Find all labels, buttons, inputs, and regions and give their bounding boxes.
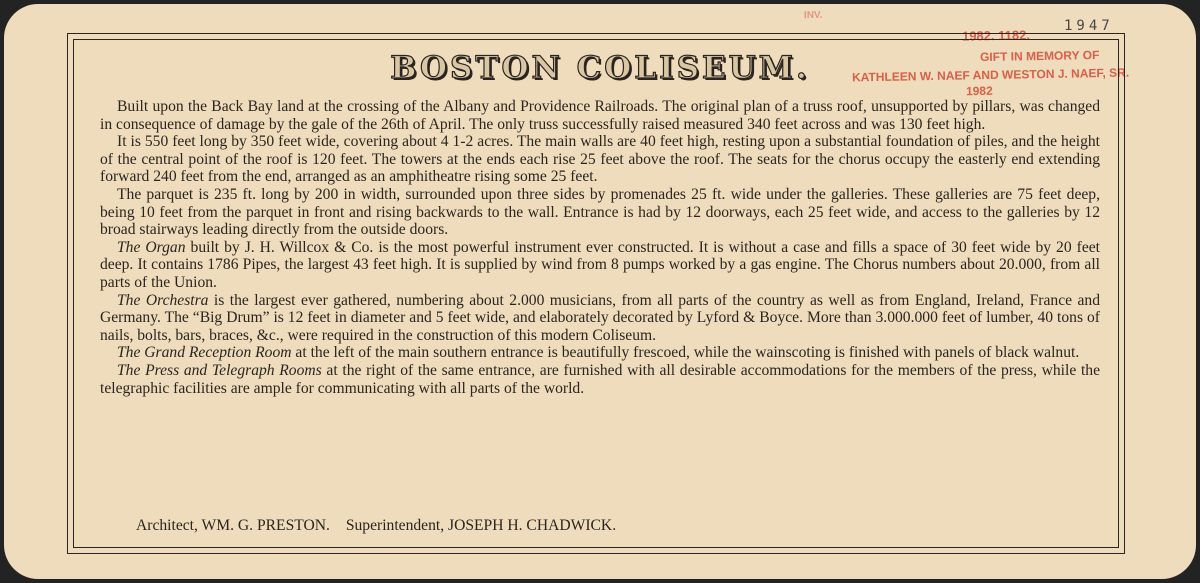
card-title: BOSTON COLISEUM. <box>390 50 810 86</box>
superintendent-credit: Superintendent, JOSEPH H. CHADWICK. <box>345 517 617 534</box>
paragraph: It is 550 feet long by 350 feet wide, covering about 4 1-2 acres. The main walls are 40 feet high, resting upon a substantial foundation of piles, and the height of the central point of the roof is 120 feet. The towers at the ends each rise 25 feet above the roof. The seats for the chorus occupy the easterly end extending forward 240 feet from the end, arranged as an amphitheatre rising some 25 feet. <box>100 133 1100 186</box>
paragraph: The Press and Telegraph Rooms at the right of the same entrance, are furnished with all desirable accommodations for the members of the press, while the telegraphic facilities are ample for communicating with all parts of the world. <box>100 361 1100 397</box>
stereograph-card-back <box>4 4 1196 579</box>
accession-number: 1947 <box>1064 18 1114 34</box>
stamp-year: 1982 <box>965 83 993 99</box>
stamp-gift-line: GIFT IN MEMORY OF <box>979 47 1100 65</box>
faint-inventory-mark: INV. <box>803 9 823 22</box>
paragraph: Built upon the Back Bay land at the crossing of the Albany and Providence Railroads. The original plan of a truss roof, unsupported by pillars, was changed in consequence of damage by the gale of the 26th of April. The only truss successfully raised measured 340 feet across and was 130 feet high. <box>100 98 1100 133</box>
paragraph: The parquet is 235 ft. long by 200 in width, surrounded upon three sides by promenades 25 ft. wide under the galleries. These galleries are 75 feet deep, being 10 feet from the parquet in front and rising backwards to the wall. Entrance is had by 12 doorways, each 25 feet wide, and access to the galleries by 12 broad stairways leading directly from the outside doors. <box>100 185 1100 239</box>
stamp-accession: 1982. 1182. <box>961 27 1031 44</box>
credits-line <box>136 517 628 535</box>
stamp-donor-line: KATHLEEN W. NAEF AND WESTON J. NAEF, SR. <box>851 65 1130 85</box>
paragraph: The Organ built by J. H. Willcox & Co. is the most powerful instrument ever constructed. It is without a case and fills a space of 30 feet wide by 20 feet deep. It contains 1786 Pipes, the largest 43 feet high. It is supplied by wind from 8 pumps worked by a gas engine. The Chorus numbers about 20.000, from all parts of the Union. <box>100 238 1100 291</box>
description-text <box>100 98 1100 397</box>
paragraph: The Orchestra is the largest ever gathered, numbering about 2.000 musicians, from all parts of the country as well as from England, Ireland, France and Germany. The “Big Drum” is 12 feet in diameter and 5 feet wide, and elaborately decorated by Lyford & Boyce. More than 3.000.000 feet of lumber, 40 tons of nails, bolts, bars, braces, &c., were required in the construction of this modern Coliseum. <box>100 291 1100 344</box>
paragraph: The Grand Reception Room at the left of the main southern entrance is beautifully frescoed, while the wainscoting is finished with panels of black walnut. <box>117 344 1080 362</box>
architect-credit: Architect, WM. G. PRESTON. <box>136 517 330 534</box>
